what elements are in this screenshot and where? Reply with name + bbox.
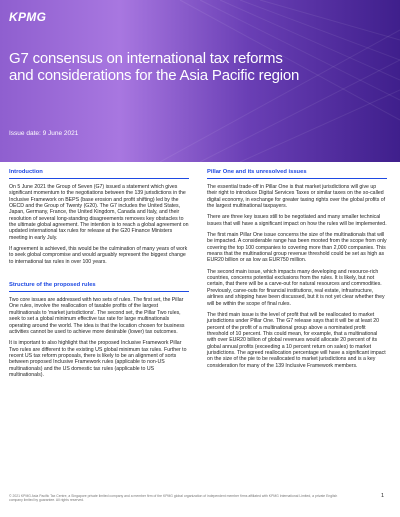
legal-footer: © 2021 KPMG Asia Pacific Tax Centre, a Singapore private limited company and a member firm of the KPMG global organization of independent member firms affiliated with KPMG International Limited, a private English company limited by guarantee. All rights reserved. (9, 494, 338, 503)
pillar-one-paragraph-5: The third main issue is the level of profit that will be reallocated to market jurisdictions under Pillar One. The G7 release says that it will be at least 20 percent of the profit of a multinational group above a nominated profit threshold of 10 percent. This could mean, for example, that a multinational with over EUR20 billion of global revenues would allocate 20 percent of its global annual profits (exceeding a 10 percent return on sales) to market jurisdictions. The agreed reallocation percentage will have a significant impact on the size of the pie to be reallocated to market jurisdictions and is a key consideration for many of the 139 Inclusive Framework members. (207, 311, 386, 369)
hero-banner (0, 0, 400, 162)
intro-paragraph-1: On 5 June 2021 the Group of Seven (G7) issued a statement which gives significant momentum to the negotiations between the 139 jurisdictions in the Inclusive Framework on BEPS (base erosion and profit shifting) led by the OECD and the Group of Twenty (G20). The G7 includes the United States, Japan, Germany, France, the United Kingdom, Canada and Italy, and their resolution of several long-standing disagreements removes key obstacles to the ultimate global agreement. The intention is to reach a global agreement on updated international tax rules for release at the G20 Finance Ministers meeting in early July. (9, 184, 189, 241)
pillar-one-paragraph-4: The second main issue, which impacts many developing and resource-rich countries, concerns potential exclusions from the rules. It is likely, but not certain, that there will be a carve-out for natural resources and commodities. Previously, carve-outs for financial institutions, real estate, infrastructure, airlines and shipping have been discussed, but it is not yet clear whether they will be within the scope of final rules. (207, 268, 385, 307)
intro-paragraph-2: If agreement is achieved, this would be the culmination of many years of work to seek global compromise and would arguably represent the biggest change to international tax rules in over 100 years. (9, 246, 188, 265)
issue-date: Issue date: 9 June 2021 (9, 130, 79, 137)
pillar-one-paragraph-1: The essential trade-off in Pillar One is that market jurisdictions will give up their right to introduce Digital Services Taxes or similar taxes on the so-called digital economy, in exchange for greater taxing rights over the global profits of the largest multinational taxpayers. (207, 184, 386, 210)
page-number: 1 (381, 493, 385, 499)
right-column (207, 162, 387, 369)
section-heading-structure: Structure of the proposed rules (9, 275, 189, 292)
kpmg-logo: KPMG (9, 10, 47, 24)
section-heading-pillar-one: Pillar One and its unresolved issues (207, 162, 387, 179)
document-title: G7 consensus on international tax reforms and considerations for the Asia Pacific region (9, 50, 300, 84)
structure-paragraph-1: Two core issues are addressed with two sets of rules. The first set, the Pillar One rules, involve the reallocation of taxable profits of the largest multinationals to 'market jurisdictions'. The second set, the Pillar Two rules, seek to set a global minimum effective tax rate for large multinationals operating around the world. The idea is that the location chosen for business activities cannot be used to achieve more desirable (lower) tax outcomes. (9, 297, 185, 335)
left-column (9, 162, 189, 378)
structure-paragraph-2: It is important to also highlight that the proposed Inclusive Framework Pillar Two rules are different to the existing US global minimum tax rules. Further to recent US tax reform proposals, there is likely to be an alignment of sorts between proposed Inclusive Framework rules (applicable to non-US multinationals) and the US domestic tax rules (applicable to US multinationals). (9, 340, 187, 378)
section-heading-introduction: Introduction (9, 162, 189, 179)
pillar-one-paragraph-3: The first main Pillar One issue concerns the size of the multinationals that will be impacted. A considerable range has been mooted from the scope from only covering the top 100 companies to covering more than 2,000 companies. This means that the multinational group revenue threshold could be set as high as EUR20 billion or as low as EUR750 million. (207, 232, 387, 264)
pillar-one-paragraph-2: There are three key issues still to be negotiated and many smaller technical issues that will have a significant impact on how the rules will be implemented. (207, 214, 387, 227)
